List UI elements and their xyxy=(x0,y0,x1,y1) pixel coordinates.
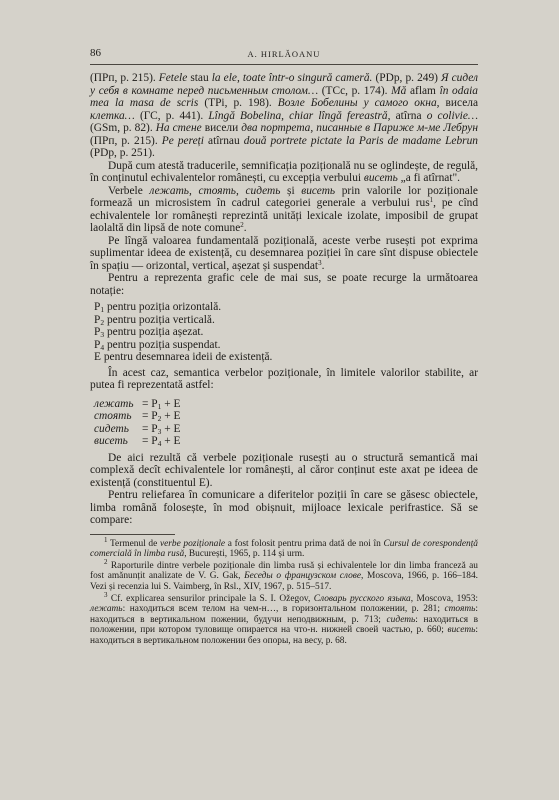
list-item xyxy=(90,314,478,327)
formula-row xyxy=(90,423,478,435)
paragraph-notation-intro: Pentru a reprezenta grafic cele de mai sus, se poate recurge la următoarea notație: xyxy=(90,272,478,297)
text-run: pentru poziția verticală. xyxy=(104,313,215,326)
italic-run: стоять xyxy=(444,604,476,615)
text-run: (PDp, p. 249) xyxy=(375,72,442,84)
text-run: și xyxy=(287,184,302,197)
formula-eq: = P xyxy=(142,422,158,435)
text-run: (ГС, p. 441). xyxy=(139,109,209,122)
text-run: висели xyxy=(204,122,242,134)
running-header xyxy=(90,46,478,65)
footnote-ref[interactable]: 1 xyxy=(429,196,434,204)
italic-run: Я сидел у себя в комнате перед письменным столом… xyxy=(90,72,478,97)
subscript: 2 xyxy=(100,317,105,327)
list-item xyxy=(90,339,478,352)
main-text xyxy=(90,72,478,647)
formula-verb: сидеть xyxy=(94,422,129,435)
italic-run: висеть xyxy=(363,172,398,184)
text-run: висела xyxy=(445,97,478,109)
text-run: : находиться в вертикальном пожении, будучи неподвижным, p. 713; xyxy=(90,604,478,625)
paragraph-examples xyxy=(90,72,478,160)
formula-rest: + E xyxy=(161,397,181,410)
subscript: 3 xyxy=(100,330,105,340)
notation-list xyxy=(90,301,478,364)
text-run: Raporturile dintre verbele poziționale din limba rusă și echivalentele lor din limba franceză au fost amănunțit analizate de V. G. Gak, xyxy=(90,560,478,582)
symbol: P xyxy=(94,313,101,326)
text-run: . xyxy=(321,259,325,272)
footnote-marker: 1 xyxy=(104,535,108,544)
footnote-2 xyxy=(90,557,478,593)
text-run: , Moscova, 1953: xyxy=(410,593,478,604)
italic-run: висеть xyxy=(447,625,476,636)
footnote-marker: 2 xyxy=(104,557,108,566)
text-run: stau xyxy=(190,72,212,84)
text-run: (ПРп, p. 215). xyxy=(90,134,162,147)
text-run: : находиться в вертикальном положении без опоры, на весу, p. 68. xyxy=(90,625,478,646)
symbol: P xyxy=(94,338,101,351)
paragraph-translations xyxy=(90,160,478,185)
running-head-author: A. HIRLĂOANU xyxy=(247,49,321,59)
list-item xyxy=(90,301,478,314)
subscript: 3 xyxy=(157,426,162,436)
formula-verb: лежать xyxy=(94,397,134,410)
text-run: , pe cînd echivalentele lor românești reprezintă unități lexicale izolate, imposibil de grupat laolaltă din lipsă de note comune xyxy=(90,197,479,234)
formula-rest: + E xyxy=(161,435,181,448)
italic-run: На стене xyxy=(155,122,205,134)
text-run: atîrnau xyxy=(208,134,244,147)
footnote-1 xyxy=(90,535,478,560)
text-run: pentru poziția orizontală. xyxy=(104,301,222,313)
italic-run: висеть xyxy=(301,184,342,197)
italic-run: verbe poziționale xyxy=(159,538,226,549)
text-run: a fost folosit pentru prima dată de noi în xyxy=(225,538,384,549)
text-run: pentru poziția așezat. xyxy=(104,326,204,339)
italic-run: лежать, стоять, сидеть xyxy=(149,184,288,197)
formula-verb: висеть xyxy=(94,435,128,448)
footnote-3 xyxy=(90,590,479,647)
list-item xyxy=(90,326,478,339)
text-run: , Moscova, 1966, p. 166–184. Vezi și recenzia lui S. Vaimberg, în Rsl., XIV, 1967, p. 515–517. xyxy=(90,571,478,592)
text-run: „a fi atîrnat". xyxy=(397,172,461,184)
text-run: Verbele xyxy=(108,184,150,197)
italic-run: два портрета, писанные в Париже м-ме Лебрун xyxy=(241,122,478,134)
footnote-separator xyxy=(90,534,175,535)
formula-verb: стоять xyxy=(94,410,132,423)
italic-run: în odaia mea la masa de scris xyxy=(90,84,479,109)
subscript: 1 xyxy=(157,401,162,411)
paragraph-formula-intro: În acest caz, semantica verbelor poziționale, în limitele valorilor stabilite, ar putea fi reprezentată astfel: xyxy=(90,366,478,392)
formula-block xyxy=(90,398,478,448)
text-run: aflam xyxy=(409,84,440,97)
formula-rest: + E xyxy=(161,422,181,435)
italic-run: la ele, toate într-o singură cameră. xyxy=(211,72,376,84)
text-run: , București, 1965, p. 114 și urm. xyxy=(184,549,305,560)
text-run: atîrna xyxy=(395,109,427,122)
subscript: 2 xyxy=(157,414,162,424)
text-run: Cf. explicarea sensurilor principale la S. I. Ožegov, xyxy=(107,593,314,604)
italic-run: лежать xyxy=(90,604,123,615)
italic-run: клетка… xyxy=(90,109,140,122)
text-run: . xyxy=(243,222,247,234)
text-run: : находиться всем телом на чем-н…, в горизонтальном положении, p. 281; xyxy=(122,604,445,615)
footnote-ref[interactable]: 3 xyxy=(318,258,322,267)
text-run: (PDp, p. 251). xyxy=(90,147,155,159)
text-run: (TCc, p. 174). xyxy=(321,84,392,97)
subscript: 4 xyxy=(157,439,162,449)
symbol: E xyxy=(94,351,101,364)
footnote-ref[interactable]: 2 xyxy=(240,221,244,229)
paragraph-conclusion: De aici rezultă că verbele poziționale rusești au o structură semantică mai complexă decît echivalentele lor românești, al căror conținut este axat pe ideea de existență (constituentul E). xyxy=(90,451,478,489)
text-run: (TPi, p. 198). xyxy=(204,97,278,109)
italic-run: Fetele xyxy=(158,72,191,84)
italic-run: două portrete pictate la Paris de madame Lebrun xyxy=(243,134,478,147)
formula-eq: = P xyxy=(142,435,158,448)
formula-row xyxy=(90,435,478,447)
text-run: : находиться в положении, при котором туловище опирается на что-н. нижней своей частью, p. 660; xyxy=(90,614,479,636)
text-run: pentru poziția suspendat. xyxy=(104,338,221,351)
italic-run: Pe pereți xyxy=(161,134,209,147)
symbol: P xyxy=(94,326,101,339)
formula-row xyxy=(90,410,478,422)
page-number: 86 xyxy=(90,47,101,59)
paragraph-existence xyxy=(90,235,478,273)
text-run: (GSm, p. 82). xyxy=(90,122,156,134)
paragraph-microsystem xyxy=(90,185,478,235)
formula-eq: = P xyxy=(142,397,158,410)
italic-run: Беседы о французском слове xyxy=(244,571,362,582)
italic-run: o colivie… xyxy=(426,109,479,122)
subscript: 4 xyxy=(100,342,105,352)
subscript: 1 xyxy=(100,305,105,314)
formula-eq: = P xyxy=(142,410,158,423)
list-item xyxy=(90,351,478,364)
text-run: pentru desemnarea ideii de existență. xyxy=(100,351,273,364)
italic-run: Возле Бобелины у самого окна, xyxy=(277,97,446,109)
italic-run: Lîngă Bobelina, chiar lîngă fereastră, xyxy=(208,109,396,122)
italic-run: Словарь русского языка xyxy=(313,593,411,604)
text-run: prin valorile lor poziționale formează un microsistem în cadrul categoriei generale a verbului rus xyxy=(90,184,478,209)
text-run: (ПРп, p. 215). xyxy=(90,72,159,84)
text-run: Pe lîngă valoarea fundamentală pozițională, aceste verbe rusești pot exprima suplimentar ideea de existență, cu desemnarea poziției în care sînt dispuse obiectele în spațiu — orizontal, vertical, așezat și suspendat xyxy=(90,234,478,272)
symbol: P xyxy=(94,301,101,313)
italic-run: сидеть xyxy=(386,614,416,625)
paragraph-periphrastic: Pentru reliefarea în comunicare a diferitelor poziții în care se găsesc obiectele, limba română folosește, în mod obișnuit, mijloace lexicale perifrastice. Să se compare: xyxy=(90,489,478,527)
italic-run: Mă xyxy=(391,84,410,97)
text-run: După cum atestă traducerile, semnificația pozițională nu se oglindește, de regulă, în conținutul echivalentelor românești, cu excepția verbului xyxy=(90,159,478,184)
formula-row xyxy=(90,398,478,410)
formula-rest: + E xyxy=(161,410,181,423)
text-run: Termenul de xyxy=(107,538,160,549)
footnote-marker: 3 xyxy=(104,590,108,599)
italic-run: Cursul de corespondență comercială în limba rusă xyxy=(90,538,478,560)
